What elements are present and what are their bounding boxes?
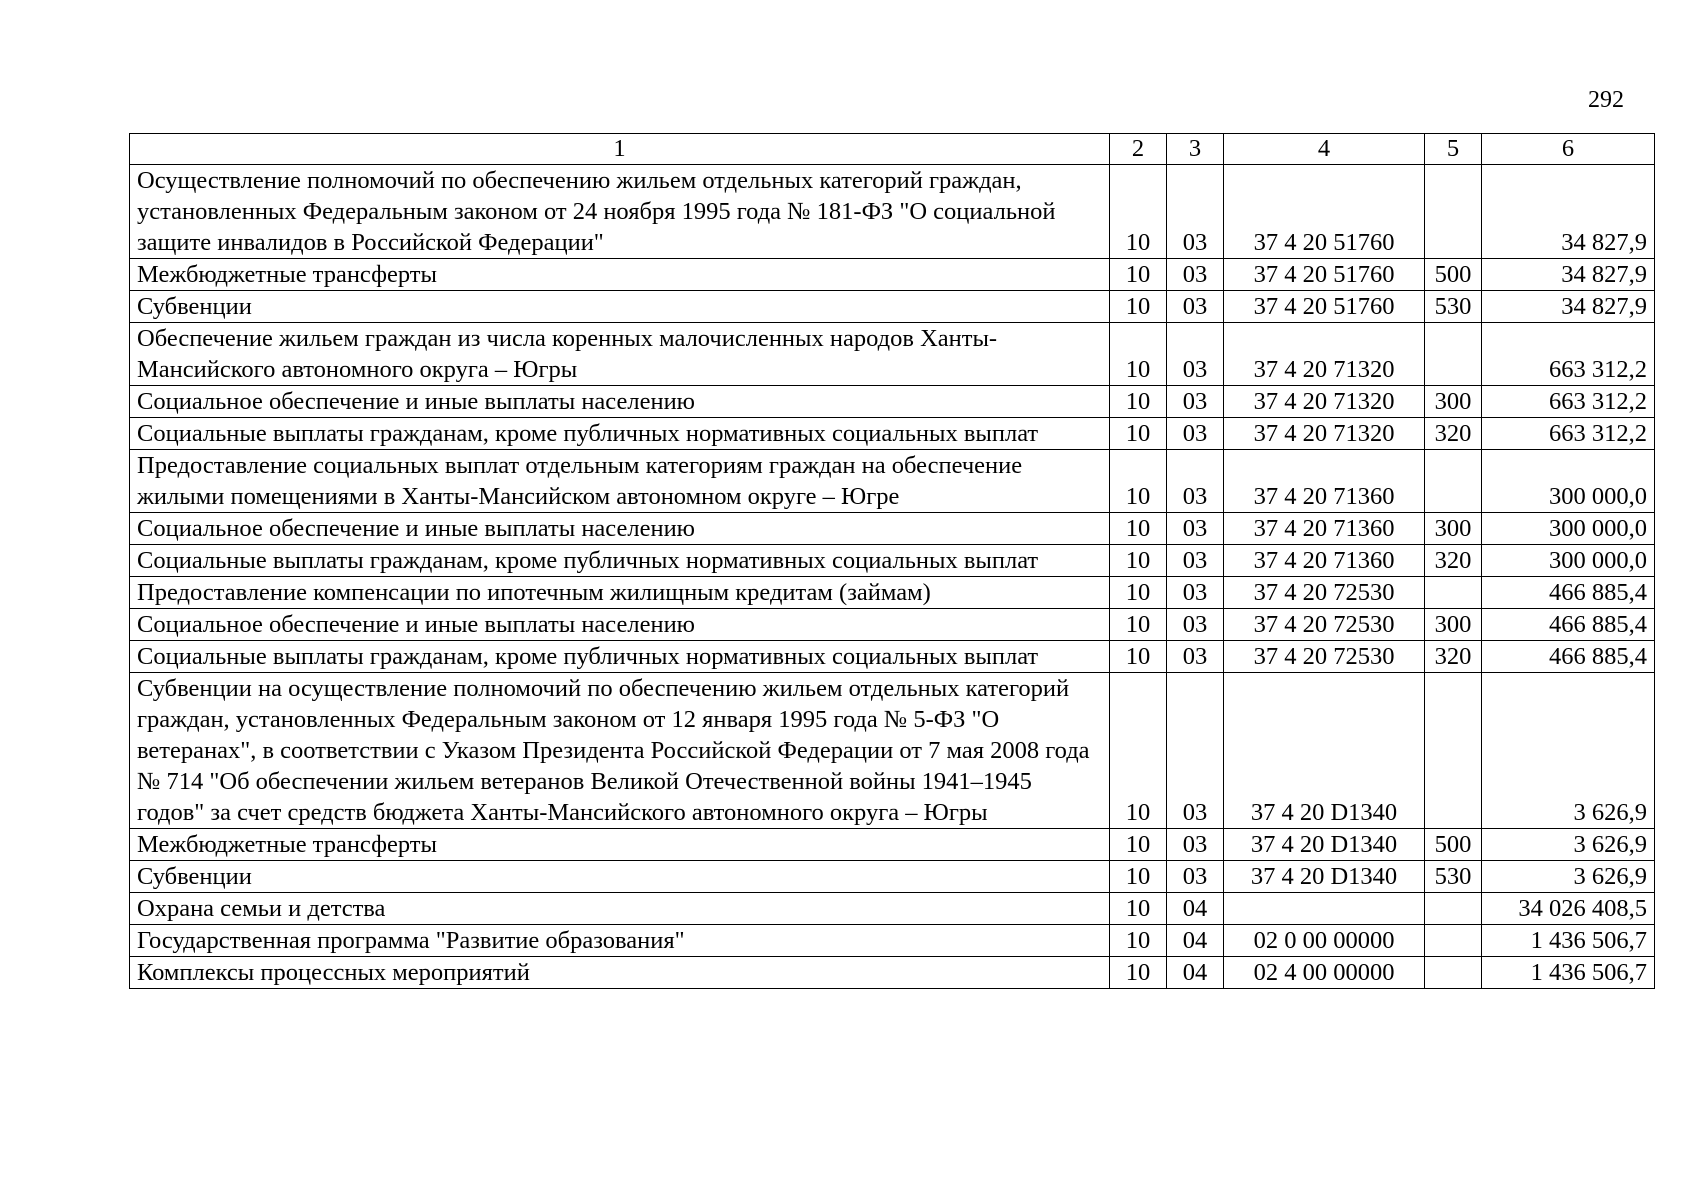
table-row — [130, 386, 1655, 418]
amount-cell: 3 626,9 — [1482, 673, 1655, 829]
expense-type-cell: 500 — [1425, 259, 1482, 291]
amount-cell: 466 885,4 — [1482, 577, 1655, 609]
section-code-cell: 10 — [1110, 957, 1167, 989]
amount-cell: 300 000,0 — [1482, 450, 1655, 513]
subsection-code-cell: 04 — [1167, 925, 1224, 957]
row-name-cell: Межбюджетные трансферты — [130, 259, 1110, 291]
amount-cell: 663 312,2 — [1482, 386, 1655, 418]
target-article-cell: 37 4 20 51760 — [1224, 165, 1425, 259]
expense-type-cell — [1425, 577, 1482, 609]
amount-cell: 466 885,4 — [1482, 609, 1655, 641]
target-article-cell: 37 4 20 D1340 — [1224, 829, 1425, 861]
amount-cell: 300 000,0 — [1482, 513, 1655, 545]
row-name-cell: Обеспечение жильем граждан из числа коренных малочисленных народов Ханты-Мансийского автономного округа – Югры — [130, 323, 1110, 386]
subsection-code-cell: 03 — [1167, 165, 1224, 259]
target-article-cell: 37 4 20 D1340 — [1224, 861, 1425, 893]
table-row — [130, 513, 1655, 545]
table-row — [130, 577, 1655, 609]
subsection-code-cell: 03 — [1167, 513, 1224, 545]
table-row — [130, 641, 1655, 673]
row-name-cell: Субвенции на осуществление полномочий по обеспечению жильем отдельных категорий граждан, установленных Федеральным законом от 12 января 1995 года № 5-ФЗ "О ветеранах", в соответствии с Указом Президента Российской Федерации от 7 мая 2008 года № 714 "Об обеспечении жильем ветеранов Великой Отечественной войны 1941–1945 годов" за счет средств бюджета Ханты-Мансийского автономного округа – Югры — [130, 673, 1110, 829]
expense-type-cell — [1425, 450, 1482, 513]
amount-cell: 1 436 506,7 — [1482, 925, 1655, 957]
expense-type-cell — [1425, 673, 1482, 829]
table-row — [130, 450, 1655, 513]
column-header-3: 3 — [1167, 134, 1224, 165]
expense-type-cell: 300 — [1425, 513, 1482, 545]
subsection-code-cell: 03 — [1167, 418, 1224, 450]
target-article-cell: 02 0 00 00000 — [1224, 925, 1425, 957]
amount-cell: 300 000,0 — [1482, 545, 1655, 577]
row-name-cell: Субвенции — [130, 861, 1110, 893]
row-name-cell: Предоставление компенсации по ипотечным жилищным кредитам (займам) — [130, 577, 1110, 609]
row-name-cell: Осуществление полномочий по обеспечению жильем отдельных категорий граждан, установленных Федеральным законом от 24 ноября 1995 года № 181-ФЗ "О социальной защите инвалидов в Российской Федерации" — [130, 165, 1110, 259]
amount-cell: 34 026 408,5 — [1482, 893, 1655, 925]
table-row — [130, 545, 1655, 577]
amount-cell: 34 827,9 — [1482, 259, 1655, 291]
subsection-code-cell: 03 — [1167, 323, 1224, 386]
table-row — [130, 957, 1655, 989]
column-header-4: 4 — [1224, 134, 1425, 165]
target-article-cell: 37 4 20 D1340 — [1224, 673, 1425, 829]
row-name-cell: Социальные выплаты гражданам, кроме публичных нормативных социальных выплат — [130, 418, 1110, 450]
section-code-cell: 10 — [1110, 609, 1167, 641]
table-row — [130, 673, 1655, 829]
row-name-cell: Охрана семьи и детства — [130, 893, 1110, 925]
section-code-cell: 10 — [1110, 861, 1167, 893]
table-row — [130, 291, 1655, 323]
row-name-cell: Межбюджетные трансферты — [130, 829, 1110, 861]
column-header-1: 1 — [130, 134, 1110, 165]
expense-type-cell — [1425, 957, 1482, 989]
table-body — [130, 134, 1655, 989]
expense-type-cell — [1425, 165, 1482, 259]
column-header-5: 5 — [1425, 134, 1482, 165]
section-code-cell: 10 — [1110, 641, 1167, 673]
target-article-cell: 37 4 20 72530 — [1224, 641, 1425, 673]
expense-type-cell: 320 — [1425, 545, 1482, 577]
expense-type-cell: 530 — [1425, 861, 1482, 893]
section-code-cell: 10 — [1110, 259, 1167, 291]
target-article-cell: 37 4 20 72530 — [1224, 577, 1425, 609]
section-code-cell: 10 — [1110, 450, 1167, 513]
row-name-cell: Государственная программа "Развитие образования" — [130, 925, 1110, 957]
table-row — [130, 893, 1655, 925]
subsection-code-cell: 03 — [1167, 829, 1224, 861]
amount-cell: 663 312,2 — [1482, 418, 1655, 450]
table-row — [130, 418, 1655, 450]
section-code-cell: 10 — [1110, 386, 1167, 418]
target-article-cell: 37 4 20 71360 — [1224, 513, 1425, 545]
subsection-code-cell: 03 — [1167, 545, 1224, 577]
target-article-cell: 37 4 20 51760 — [1224, 259, 1425, 291]
subsection-code-cell: 03 — [1167, 259, 1224, 291]
amount-cell: 3 626,9 — [1482, 829, 1655, 861]
row-name-cell: Социальные выплаты гражданам, кроме публичных нормативных социальных выплат — [130, 545, 1110, 577]
table-row — [130, 323, 1655, 386]
expense-type-cell: 300 — [1425, 609, 1482, 641]
amount-cell: 3 626,9 — [1482, 861, 1655, 893]
section-code-cell: 10 — [1110, 673, 1167, 829]
subsection-code-cell: 03 — [1167, 291, 1224, 323]
row-name-cell: Социальные выплаты гражданам, кроме публичных нормативных социальных выплат — [130, 641, 1110, 673]
subsection-code-cell: 03 — [1167, 609, 1224, 641]
section-code-cell: 10 — [1110, 418, 1167, 450]
section-code-cell: 10 — [1110, 291, 1167, 323]
target-article-cell: 02 4 00 00000 — [1224, 957, 1425, 989]
target-article-cell: 37 4 20 71320 — [1224, 323, 1425, 386]
column-header-2: 2 — [1110, 134, 1167, 165]
amount-cell: 34 827,9 — [1482, 291, 1655, 323]
target-article-cell: 37 4 20 71320 — [1224, 418, 1425, 450]
subsection-code-cell: 03 — [1167, 450, 1224, 513]
subsection-code-cell: 03 — [1167, 386, 1224, 418]
subsection-code-cell: 03 — [1167, 641, 1224, 673]
table-row — [130, 925, 1655, 957]
target-article-cell: 37 4 20 51760 — [1224, 291, 1425, 323]
subsection-code-cell: 04 — [1167, 893, 1224, 925]
table-row — [130, 861, 1655, 893]
expense-type-cell: 500 — [1425, 829, 1482, 861]
page-number: 292 — [1588, 87, 1624, 113]
row-name-cell: Предоставление социальных выплат отдельным категориям граждан на обеспечение жилыми помещениями в Ханты-Мансийском автономном округе – Югре — [130, 450, 1110, 513]
section-code-cell: 10 — [1110, 513, 1167, 545]
section-code-cell: 10 — [1110, 577, 1167, 609]
section-code-cell: 10 — [1110, 323, 1167, 386]
row-name-cell: Комплексы процессных мероприятий — [130, 957, 1110, 989]
expense-type-cell: 320 — [1425, 418, 1482, 450]
expense-type-cell — [1425, 323, 1482, 386]
expense-type-cell — [1425, 925, 1482, 957]
column-header-6: 6 — [1482, 134, 1655, 165]
target-article-cell: 37 4 20 71320 — [1224, 386, 1425, 418]
section-code-cell: 10 — [1110, 165, 1167, 259]
table-row — [130, 609, 1655, 641]
subsection-code-cell: 03 — [1167, 861, 1224, 893]
subsection-code-cell: 03 — [1167, 673, 1224, 829]
row-name-cell: Социальное обеспечение и иные выплаты населению — [130, 386, 1110, 418]
expense-type-cell: 300 — [1425, 386, 1482, 418]
amount-cell: 663 312,2 — [1482, 323, 1655, 386]
section-code-cell: 10 — [1110, 893, 1167, 925]
subsection-code-cell: 04 — [1167, 957, 1224, 989]
table-header-row — [130, 134, 1655, 165]
amount-cell: 1 436 506,7 — [1482, 957, 1655, 989]
target-article-cell: 37 4 20 71360 — [1224, 545, 1425, 577]
target-article-cell — [1224, 893, 1425, 925]
table-row — [130, 259, 1655, 291]
expense-type-cell: 530 — [1425, 291, 1482, 323]
section-code-cell: 10 — [1110, 925, 1167, 957]
amount-cell: 466 885,4 — [1482, 641, 1655, 673]
target-article-cell: 37 4 20 71360 — [1224, 450, 1425, 513]
table-row — [130, 165, 1655, 259]
row-name-cell: Социальное обеспечение и иные выплаты населению — [130, 513, 1110, 545]
row-name-cell: Социальное обеспечение и иные выплаты населению — [130, 609, 1110, 641]
row-name-cell: Субвенции — [130, 291, 1110, 323]
table-row — [130, 829, 1655, 861]
expense-type-cell: 320 — [1425, 641, 1482, 673]
amount-cell: 34 827,9 — [1482, 165, 1655, 259]
expense-type-cell — [1425, 893, 1482, 925]
section-code-cell: 10 — [1110, 829, 1167, 861]
subsection-code-cell: 03 — [1167, 577, 1224, 609]
target-article-cell: 37 4 20 72530 — [1224, 609, 1425, 641]
budget-table — [129, 133, 1655, 989]
section-code-cell: 10 — [1110, 545, 1167, 577]
